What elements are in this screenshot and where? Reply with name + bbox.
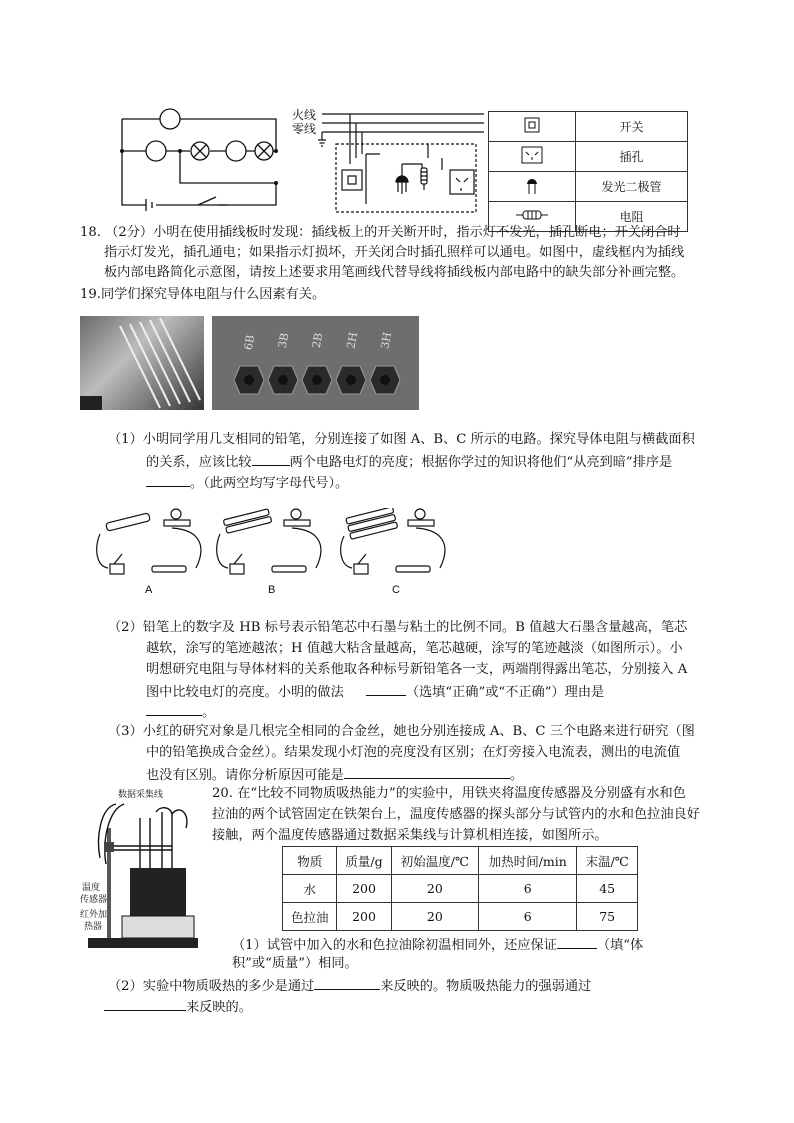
legend-row-socket bbox=[489, 142, 688, 172]
q18-line-3: 板内部电路简化示意图，请按上述要求用笔画线代替导线将插线板内部电路中的缺失部分补画完整。 bbox=[104, 265, 685, 280]
table-row: 水 200 20 6 45 bbox=[283, 875, 638, 903]
q19-blank-5[interactable] bbox=[344, 764, 510, 779]
pencil-box-photo bbox=[80, 316, 204, 410]
pencil-label-3b: 3B bbox=[275, 331, 292, 350]
q19-blank-2[interactable] bbox=[146, 472, 190, 487]
circuit-a-diagram bbox=[92, 508, 212, 580]
q18-line-2: 指示灯发光，插孔通电；如果指示灯损坏，开关闭合时插孔照样可以通电。如图中，虚线框内为插线 bbox=[104, 245, 685, 260]
q19-p3-line-3: 也没有区别。请你分析原因可能是 。 bbox=[146, 764, 523, 786]
heating-apparatus-photo bbox=[80, 798, 206, 954]
q18-circuit-left bbox=[118, 105, 290, 217]
apparatus-label-data-cable: 数据采集线 bbox=[118, 790, 164, 800]
legend-label-switch: 开关 bbox=[576, 112, 688, 142]
apparatus-label-heater-2: 热器 bbox=[84, 922, 103, 932]
pencil-label-2h: 2H bbox=[344, 331, 361, 350]
q18-line-1: 18. （2分）小明在使用插线板时发现：插线板上的开关断开时，指示灯不发光，插孔断电；开关闭合时 bbox=[80, 225, 681, 240]
table-header-heating-time: 加热时间/min bbox=[479, 847, 577, 875]
circuit-c-label: C bbox=[392, 584, 400, 596]
q20-p1-line-1: （1）试管中加入的水和色拉油除初温相同外，还应保证 （填“体 bbox=[232, 934, 643, 956]
pencil-ends-photo bbox=[212, 316, 419, 410]
table-header-final-temp: 末温/℃ bbox=[577, 847, 638, 875]
q20-blank-3[interactable] bbox=[104, 996, 186, 1011]
legend-row-switch bbox=[489, 112, 688, 142]
q19-p2-line-1: （2）铅笔上的数字及 HB 标号表示铅笔芯中石墨与粘土的比例不同。B 值越大石墨含量越高，笔芯 bbox=[108, 620, 688, 635]
resistor-symbol-icon bbox=[515, 208, 549, 222]
circuit-b-diagram bbox=[212, 508, 332, 580]
q19-title: 19.同学们探究导体电阻与什么因素有关。 bbox=[80, 287, 326, 302]
pencil-label-2b: 2B bbox=[309, 331, 326, 350]
neutral-wire-label: 零线 bbox=[292, 122, 317, 136]
q20-intro-line-2: 拉油的两个试管固定在铁架台上，温度传感器的探头部分与试管内的水和色拉油良好 bbox=[212, 807, 700, 822]
circuit-a-label: A bbox=[145, 584, 153, 596]
live-wire-label: 火线 bbox=[292, 108, 317, 122]
legend-label-socket: 插孔 bbox=[576, 142, 688, 172]
q19-blank-3[interactable] bbox=[366, 681, 406, 696]
legend-label-resistor: 电阻 bbox=[576, 202, 688, 232]
apparatus-label-temp-1: 温度 bbox=[82, 883, 101, 893]
q20-blank-1[interactable] bbox=[557, 934, 597, 949]
q19-p2-line-4: 图中比较电灯的亮度。小明的做法 （选填“正确”或“不正确”）理由是 bbox=[146, 681, 604, 703]
q19-p1-line-1: （1）小明同学用几支相同的铅笔，分别连接了如图 A、B、C 所示的电路。探究导体电阻与横截面积 bbox=[108, 432, 695, 447]
q20-blank-2[interactable] bbox=[314, 975, 380, 990]
legend-row-led bbox=[489, 172, 688, 202]
q18-power-strip-diagram bbox=[318, 104, 484, 216]
q20-intro-line-1: 20. 在“比较不同物质吸热能力”的实验中，用铁夹将温度传感器及分别盛有水和色 bbox=[212, 786, 686, 801]
q19-p1-line-2: 的关系，应该比较 两个电路电灯的亮度；根据你学过的知识将他们“从亮到暗”排序是 bbox=[146, 451, 672, 473]
circuit-b-label: B bbox=[268, 584, 276, 596]
q19-p2-line-5: 。 bbox=[146, 701, 215, 723]
q20-p2-line-1: （2）实验中物质吸热的多少是通过 来反映的。物质吸热能力的强弱通过 bbox=[108, 975, 591, 997]
table-header-mass: 质量/g bbox=[337, 847, 391, 875]
q20-data-table bbox=[282, 846, 638, 931]
pencil-label-3h: 3H bbox=[378, 331, 395, 350]
q19-p2-line-3: 明想研究电阻与导体材料的关系他取各种标号新铅笔各一支，两端削得露出笔芯，分别接入 A bbox=[146, 662, 688, 677]
socket-symbol-icon bbox=[520, 145, 544, 165]
q19-p2-line-2: 越软，涂写的笔迹越浓；H 值越大粘含量越高，笔芯越硬，涂写的笔迹越淡（如图所示）。小 bbox=[146, 641, 683, 656]
q20-p1-line-2: 积”或“质量”）相同。 bbox=[232, 956, 358, 971]
apparatus-label-temp-2: 传感器 bbox=[80, 895, 108, 905]
q19-p1-line-3: 。（此两空均写字母代号）。 bbox=[146, 472, 348, 494]
led-symbol-icon bbox=[522, 174, 542, 196]
table-header-initial-temp: 初始温度/℃ bbox=[391, 847, 479, 875]
q19-p3-line-1: （3）小红的研究对象是几根完全相同的合金丝，她也分别连接成 A、B、C 三个电路来进行研究（图 bbox=[108, 724, 695, 739]
apparatus-label-heater-1: 红外加 bbox=[80, 910, 108, 920]
legend-label-led: 发光二极管 bbox=[576, 172, 688, 202]
switch-symbol-icon bbox=[522, 116, 542, 134]
q20-intro-line-3: 接触，两个温度传感器通过数据采集线与计算机相连接，如图所示。 bbox=[212, 828, 608, 843]
circuit-c-diagram bbox=[336, 508, 456, 580]
q20-p2-line-2: 来反映的。 bbox=[104, 996, 252, 1018]
pencil-label-6b: 6B bbox=[241, 333, 258, 352]
table-header-substance: 物质 bbox=[283, 847, 337, 875]
q19-blank-1[interactable] bbox=[252, 451, 290, 466]
component-legend-table bbox=[488, 111, 688, 232]
table-row: 色拉油 200 20 6 75 bbox=[283, 903, 638, 931]
q19-p3-line-2: 中的铅笔换成合金丝）。结果发现小灯泡的亮度没有区别；在灯旁接入电流表，测出的电流值 bbox=[146, 745, 681, 760]
q19-blank-4[interactable] bbox=[146, 701, 202, 716]
q20-table-header-row bbox=[283, 847, 638, 875]
